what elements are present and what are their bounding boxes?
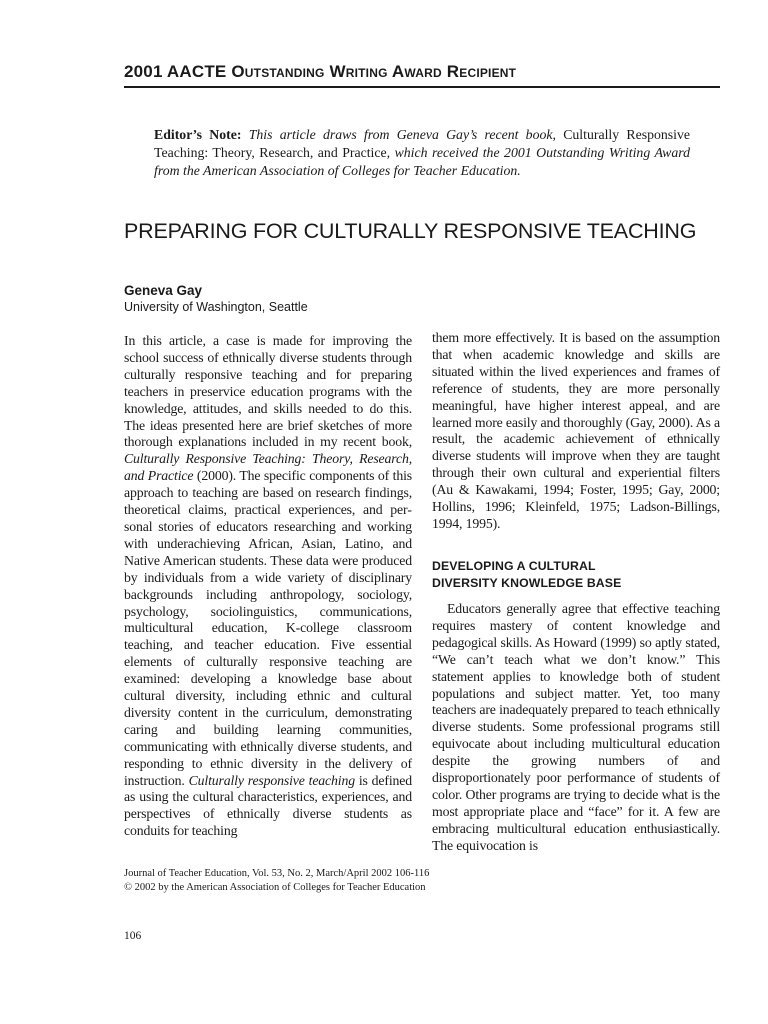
editor-note-text-1: This article draws from Geneva Gay’s recent book,	[248, 127, 556, 142]
editor-note	[154, 126, 690, 180]
editor-note-label: Editor’s Note:	[154, 127, 242, 142]
body-text: (2000). The specific components of this approach to teaching are based on research findings, theoretical claims, practical experiences, and personal stories of educators researching and working with underachieving African, Asian, Latino, and Native American students. These data were produced by individuals from a wide variety of disciplinary backgrounds including anthropology, sociology, psychology, sociolinguistics, communications, multicultural education, K-college classroom teaching, and teacher education. Five essential elements of culturally responsive teaching are examined: developing a knowledge base about cultural diversity, including ethnic and cultural diversity content in the curriculum, demonstrating caring and building learning communities, communicating with ethnically diverse students, and responding to ethnic diversity in the delivery of instruction.	[124, 468, 412, 788]
book-title-citation: Culturally Responsive Teaching: Theory, Research, and Practice	[124, 451, 412, 484]
body-text: is defined as using the cultural characteristics, experiences, and perspectives of ethnically diverse students as conduits for teaching	[124, 772, 413, 839]
body-column-right	[432, 330, 720, 533]
editor-note-text-2: , which received the 2001 Outstanding Writing Award from the American Association of Colleges for Teacher Education.	[154, 145, 690, 178]
author-name: Geneva Gay	[124, 283, 203, 298]
journal-citation: Journal of Teacher Education, Vol. 53, No. 2, March/April 2002 106-116	[124, 868, 430, 879]
body-paragraph: them more effectively. It is based on the assumption that when academic knowledge and skills are situated within the lived experiences and frames of reference of students, they are more personally meaningful, have higher interest appeal, and are learned more easily and thoroughly (Gay, 2000). As a result, the academic achievement of ethnically diverse students will improve when they are taught through their own cultural and experiential filters (Au & Kawakami, 1994; Foster, 1995; Gay, 2000; Hollins, 1996; Kleinfeld, 1975; Ladson-Billings, 1994, 1995).	[432, 330, 720, 531]
header-rule	[124, 86, 720, 88]
body-paragraph	[124, 333, 412, 840]
section-heading-line: DIVERSITY KNOWLEDGE BASE	[432, 576, 622, 590]
article-title: PREPARING FOR CULTURALLY RESPONSIVE TEACHING	[124, 219, 697, 243]
section-heading	[432, 558, 720, 592]
section-heading-line: DEVELOPING A CULTURAL	[432, 559, 596, 573]
page-number: 106	[124, 930, 142, 942]
body-column-right-section	[432, 601, 720, 855]
author-affiliation: University of Washington, Seattle	[124, 300, 308, 314]
defined-term: Culturally responsive teaching	[188, 772, 355, 788]
body-paragraph: Educators generally agree that effective teaching requires mastery of content knowledge and pedagogical skills. As Howard (1999) so aptly stated, “We can’t teach what we don’t know.” This statement applies to knowledge both of student populations and subject matter. Yet, too many teachers are inadequately prepared to teach ethnically diverse students. Some professional programs still equivocate about including multicultural education despite the growing numbers of and disproportionately poor performance of students of color. Other programs are trying to decide what is the most appropriate place and “face” for it. A few are embracing multicultural education enthusiastically. The equivocation is	[432, 601, 720, 853]
editor-note-book-title: Culturally Responsive Teaching: Theory, Research, and Practice	[154, 127, 691, 160]
body-text: In this article, a case is made for improving the school success of ethnically diverse students through culturally responsive teaching and for preparing teachers in preservice education programs with the knowledge, attitudes, and skills needed to do this. The ideas presented here are brief sketches of more thorough explanations included in my recent book,	[124, 333, 412, 450]
body-column-left	[124, 333, 412, 840]
footer-citation	[124, 867, 544, 895]
award-header: 2001 AACTE Outstanding Writing Award Recipient	[124, 62, 517, 81]
copyright-line: © 2002 by the American Association of Colleges for Teacher Education	[124, 882, 426, 893]
